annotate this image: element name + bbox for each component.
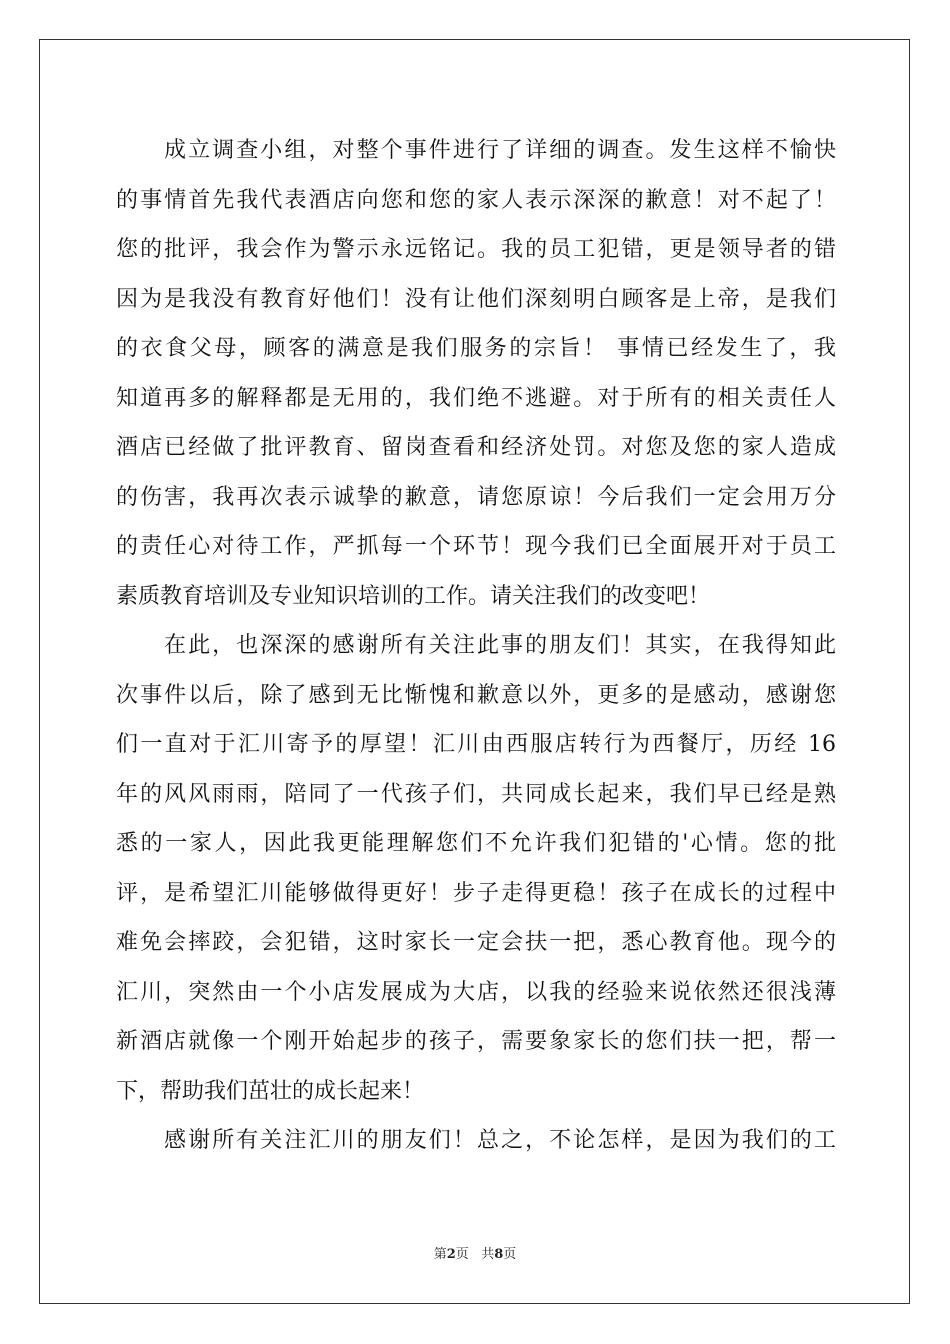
text-line: 年的风风雨雨，陪同了一代孩子们，共同成长起来，我们早已经是熟 xyxy=(116,781,836,807)
text-line: 的事情首先我代表酒店向您和您的家人表示深深的歉意！对不起了！ xyxy=(116,187,836,213)
text-line: 汇川，突然由一个小店发展成为大店，以我的经验来说依然还很浅薄 xyxy=(116,979,836,1005)
text-line: 悉的一家人，因此我更能理解您们不允许我们犯错的'心情。您的批 xyxy=(116,831,836,856)
text-line: 您的批评，我会作为警示永远铭记。我的员工犯错，更是领导者的错 xyxy=(116,237,836,262)
footer-prefix: 第 xyxy=(433,1247,447,1262)
page-footer xyxy=(0,1243,950,1262)
text-line: 下，帮助我们茁壮的成长起来！ xyxy=(116,1078,425,1104)
text-line: 的伤害，我再次表示诚挚的歉意，请您原谅！今后我们一定会用万分 xyxy=(116,484,836,510)
text-line: 知道再多的解释都是无用的，我们绝不逃避。对于所有的相关责任人 xyxy=(116,385,836,411)
text-line: 素质教育培训及专业知识培训的工作。请关注我们的改变吧！ xyxy=(116,583,711,609)
text-line: 次事件以后，除了感到无比惭愧和歉意以外，更多的是感动，感谢您 xyxy=(116,682,836,708)
text-line: 的责任心对待工作，严抓每一个环节！现今我们已全面展开对于员工 xyxy=(116,534,836,559)
footer-total-suffix: 页 xyxy=(503,1247,517,1262)
text-line: 感谢所有关注汇川的朋友们！总之，不论怎样，是因为我们的工 xyxy=(164,1128,836,1153)
footer-page-word: 页 xyxy=(455,1247,469,1262)
footer-total-prefix: 共 xyxy=(481,1247,495,1262)
document-body xyxy=(116,126,836,1166)
text-line: 们一直对于汇川寄予的厚望！汇川由西服店转行为西餐厅，历经 16 xyxy=(116,732,836,757)
text-line: 的衣食父母，顾客的满意是我们服务的宗旨！ 事情已经发生了，我 xyxy=(116,336,836,361)
text-line: 新酒店就像一个刚开始起步的孩子，需要象家长的您们扶一把，帮一 xyxy=(116,1029,836,1054)
text-line: 在此，也深深的感谢所有关注此事的朋友们！其实，在我得知此 xyxy=(164,633,836,658)
text-line: 评，是希望汇川能够做得更好！步子走得更稳！孩子在成长的过程中 xyxy=(116,880,836,906)
current-page-number: 2 xyxy=(446,1247,456,1262)
text-line: 酒店已经做了批评教育、留岗查看和经济处罚。对您及您的家人造成 xyxy=(116,435,836,460)
text-line: 因为是我没有教育好他们！没有让他们深刻明白顾客是上帝，是我们 xyxy=(116,286,836,312)
text-line: 成立调查小组，对整个事件进行了详细的调查。发生这样不愉快 xyxy=(164,138,836,163)
text-line: 难免会摔跤，会犯错，这时家长一定会扶一把，悉心教育他。现今的 xyxy=(116,930,836,955)
total-page-count: 8 xyxy=(494,1247,504,1262)
